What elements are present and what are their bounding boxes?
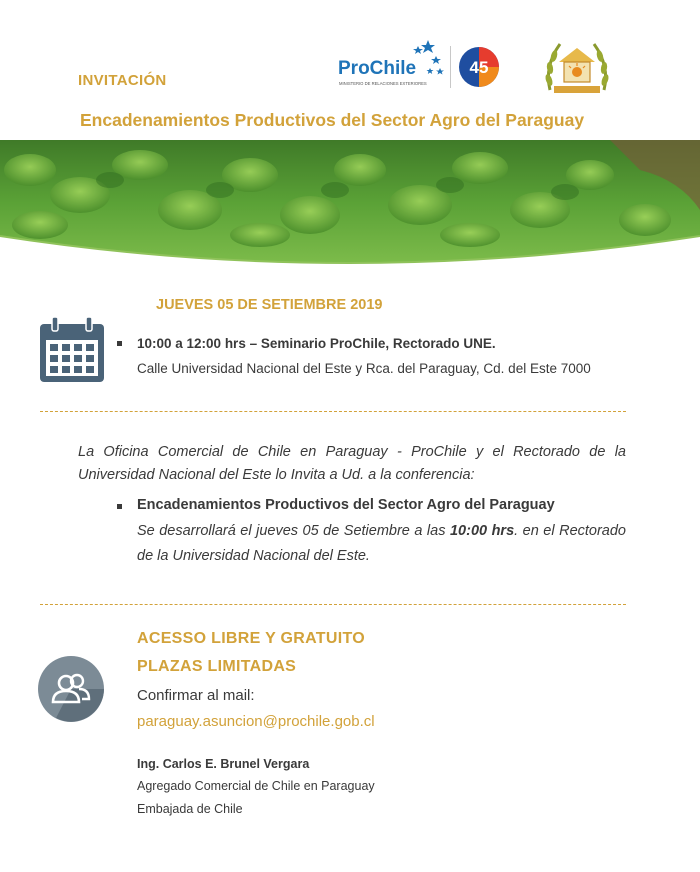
bullet: [117, 504, 122, 509]
conference-title: Encadenamientos Productivos del Sector Agro del Paraguay: [137, 497, 555, 513]
bullet: [117, 341, 122, 346]
event-date: JUEVES 05 DE SETIEMBRE 2019: [156, 297, 383, 313]
people-icon: [38, 656, 104, 722]
contact-email-link[interactable]: paraguay.asuncion@prochile.gob.cl: [137, 713, 375, 730]
university-crest: [540, 36, 614, 100]
limited-seats-text: PLAZAS LIMITADAS: [137, 658, 297, 675]
intro-paragraph: La Oficina Comercial de Chile en Paraguay - ProChile y el Rectorado de la Universidad Nacional del Este lo Invita a Ud. a la conferencia:: [78, 444, 626, 483]
signatory-name: Ing. Carlos E. Brunel Vergara: [137, 757, 310, 771]
event-schedule: 10:00 a 12:00 hrs – Seminario ProChile, Rectorado UNE.: [137, 336, 496, 351]
divider: [40, 411, 626, 412]
signatory-organization: Embajada de Chile: [137, 802, 243, 816]
prochile-logo-text: ProChile: [338, 58, 417, 79]
anniversary-number: 45: [469, 58, 489, 77]
conference-time: 10:00 hrs: [449, 523, 515, 539]
invitation-label: INVITACIÓN: [78, 72, 167, 89]
divider: [40, 604, 626, 605]
anniversary-logo: [458, 46, 500, 88]
conference-description: [137, 519, 626, 569]
signatory-role: Agregado Comercial de Chile en Paraguay: [137, 779, 375, 793]
free-access-text: ACESSO LIBRE Y GRATUITO: [137, 630, 365, 647]
event-address: Calle Universidad Nacional del Este y Rca. del Paraguay, Cd. del Este 7000: [137, 361, 591, 376]
prochile-logo-subtext: MINISTERIO DE RELACIONES EXTERIORES: [339, 81, 427, 86]
calendar-icon: [38, 316, 106, 384]
crop-field-banner: [0, 140, 700, 266]
confirm-label: Confirmar al mail:: [137, 687, 255, 704]
prochile-logo: [336, 38, 446, 90]
logo-divider: [450, 46, 451, 88]
conference-desc-post: . en el Rectorado de la Universidad Nacional del Este.: [137, 523, 626, 564]
main-title: Encadenamientos Productivos del Sector Agro del Paraguay: [80, 110, 585, 130]
conference-desc-pre: Se desarrollará el jueves 05 de Setiembre a las: [137, 523, 450, 539]
